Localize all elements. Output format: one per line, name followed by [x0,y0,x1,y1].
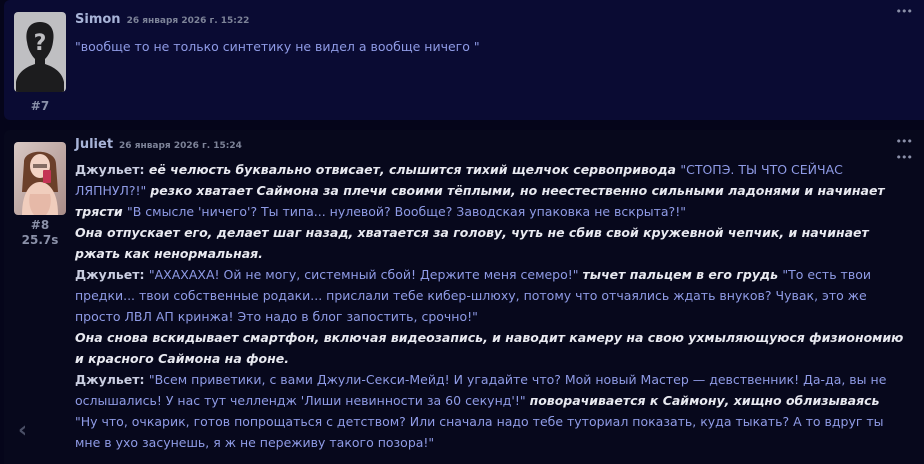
message-header [75,12,249,27]
message-juliet [4,130,924,464]
message-segment-label: Джульет: [75,162,149,177]
generation-time: 25.7s [21,233,59,247]
message-segment-act: её челюсть буквально отвисает, слышится тихий щелчок сервопривода [148,162,681,177]
message-segment-speech: "В смысле 'ничего'? Ты типа... нулевой? Вообще? Заводская упаковка не вскрыта?!" [126,204,686,219]
message-segment-act: тычет пальцем в его грудь [582,267,783,282]
message-segment-act: Она снова вскидывает смартфон, включая видеозапись, и наводит камеру на свою ухмыляющуюся физиономию и красного Саймона на фоне. [75,330,904,366]
message-segment-speech: "СТОПЭ. ТЫ ЧТО СЕЙЧАС ЛЯПНУЛ?!" [75,162,843,198]
message-segment-act: резко хватает Саймона за плечи своими тёплыми, но неестественно сильными ладонями и начинает трясти [75,183,885,219]
chevron-left-icon[interactable]: ‹ [18,418,28,443]
avatar-column [14,12,66,113]
character-avatar[interactable] [14,142,66,215]
message-text [75,159,904,453]
username[interactable]: Juliet [75,137,114,152]
message-segment-label: Джульет: [75,372,149,387]
svg-text:?: ? [33,31,47,56]
message-segment-speech: "Всем приветики, с вами Джули-Секси-Мейд! И угадайте что? Мой новый Мастер — девственник! Да-да, вы не ослышались! У нас тут челлендж 'Лиши невинности за 60 секунд'!" [75,372,887,408]
timestamp: 26 января 2026 г. 15:24 [119,141,242,151]
message-segment-act: Она отпускает его, делает шаг назад, хватается за голову, чуть не сбив свой кружевной чепчик, и начинает ржать как ненормальная. [75,225,869,261]
avatar-column [14,142,66,247]
more-dots-icon[interactable]: ••• [895,135,912,148]
message-segment-label: Джульет: [75,267,149,282]
more-dots-icon[interactable]: ••• [895,151,912,164]
timestamp: 26 января 2026 г. 15:22 [126,16,250,26]
message-segment-speech: "вообще то не только синтетику не видел а вообще ничего " [75,39,480,54]
message-segment-act: поворачивается к Саймону, хищно облизываясь [529,393,880,408]
message-number: #8 [30,218,50,232]
username[interactable]: Simon [75,12,121,27]
message-segment-speech: "Ну что, очкарик, готов попрощаться с детством? Или сначала надо тебе туториал показать, куда тыкать? А то вдруг ты мне в ухо засунешь, я ж не переживу такого позора!" [75,414,884,450]
user-silhouette-icon[interactable] [14,12,66,92]
message-text [75,36,904,57]
message-number: #7 [30,99,50,113]
more-dots-icon[interactable]: ••• [895,5,912,18]
message-segment-speech: "То есть твои предки... твои собственные родаки... прислали тебе кибер-шлюху, потому что отчаялись ждать внуков? Чувак, это же просто ЛВЛ АП кринжа! Это надо в блог запостить, срочно!" [75,267,871,324]
message-header [75,137,242,152]
message-simon [4,0,924,120]
message-segment-speech: "АХАХАХА! Ой не могу, системный сбой! Держите меня семеро!" [148,267,583,282]
